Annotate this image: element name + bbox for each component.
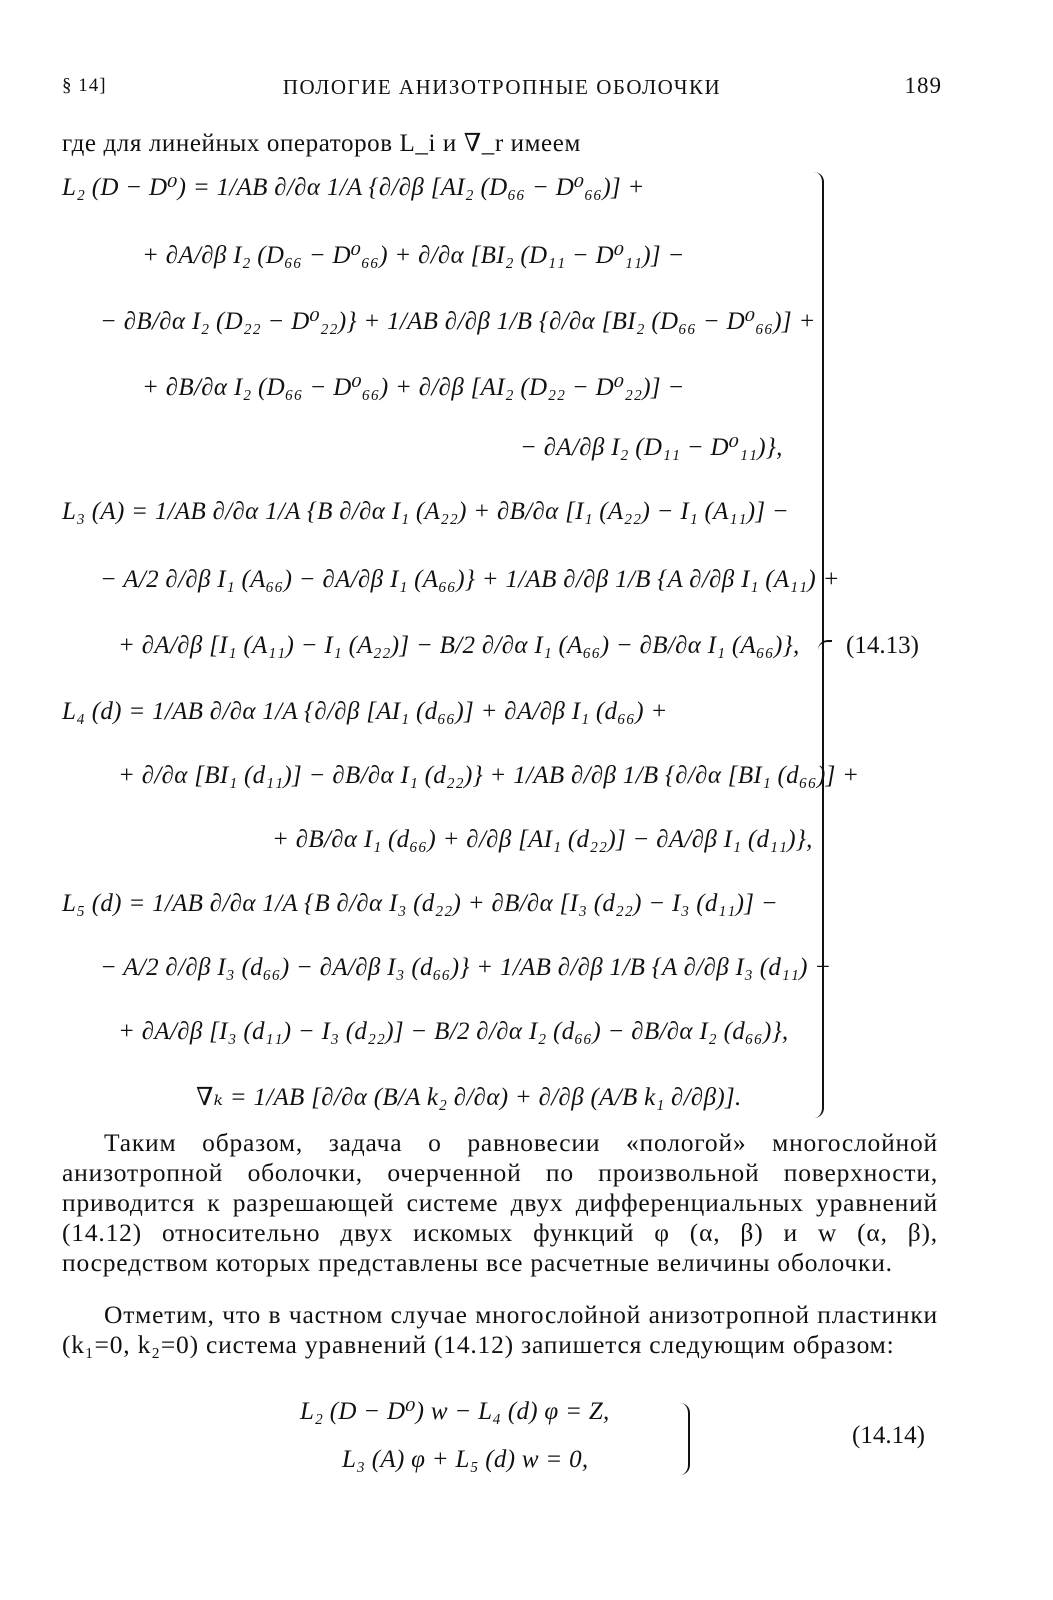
intro-line: где для линейных операторов L_i и ∇_r имеем — [62, 130, 581, 157]
page-number: 189 — [904, 73, 942, 98]
running-title: ПОЛОГИЕ АНИЗОТРОПНЫЕ ОБОЛОЧКИ — [282, 75, 722, 99]
paragraph — [62, 1128, 938, 1278]
equation-line: − ∂A/∂β I₂ (D₁₁ − D⁰₁₁)}, — [520, 434, 783, 461]
equation-line: + ∂A/∂β [I₃ (d₁₁) − I₃ (d₂₂)] − B/2 ∂/∂α I₂ (d₆₆) − ∂B/∂α I₂ (d₆₆)}, — [118, 1018, 789, 1045]
paragraph-text: Таким образом, задача о равновесии «пологой» многослойной анизотропной оболочки, очерченной по произвольной поверхности, приводится к разрешающей системе двух дифференциальных уравнений (14.12) относительно двух искомых функций φ (α, β) и w (α, β), посредством которых представлены все расчетные величины оболочки. — [62, 1128, 938, 1277]
equation-line: − A/2 ∂/∂β I₃ (d₆₆) − ∂A/∂β I₃ (d₆₆)} + 1/AB ∂/∂β 1/B {A ∂/∂β I₃ (d₁₁) + — [100, 954, 832, 981]
equation-line: ∇ₖ = 1/AB [∂/∂α (B/A k₂ ∂/∂α) + ∂/∂β (A/B k₁ ∂/∂β)]. — [196, 1084, 742, 1111]
equation-line: + ∂B/∂α I₁ (d₆₆) + ∂/∂β [AI₁ (d₂₂)] − ∂A/∂β I₁ (d₁₁)}, — [272, 826, 813, 853]
equation-line: + ∂/∂α [BI₁ (d₁₁)] − ∂B/∂α I₁ (d₂₂)} + 1/AB ∂/∂β 1/B {∂/∂α [BI₁ (d₆₆)] + — [118, 762, 860, 789]
system-brace — [676, 1403, 690, 1475]
equation-line: − ∂B/∂α I₂ (D₂₂ − D⁰₂₂)} + 1/AB ∂/∂β 1/B {∂/∂α [BI₂ (D₆₆ − D⁰₆₆)] + — [100, 308, 816, 335]
equation-line: + ∂A/∂β [I₁ (A₁₁) − I₁ (A₂₂)] − B/2 ∂/∂α I₁ (A₆₆) − ∂B/∂α I₁ (A₆₆)}, — [118, 632, 800, 659]
equation-number: (14.14) — [852, 1422, 925, 1449]
paragraph — [62, 1300, 938, 1360]
running-head — [62, 70, 942, 110]
equation-line: L₃ (A) = 1/AB ∂/∂α 1/A {B ∂/∂α I₁ (A₂₂) + ∂B/∂α [I₁ (A₂₂) − I₁ (A₁₁)] − — [62, 498, 790, 525]
equation-line: L₂ (D − D⁰) w − L₄ (d) φ = Z, — [300, 1398, 610, 1425]
equation-line: − A/2 ∂/∂β I₁ (A₆₆) − ∂A/∂β I₁ (A₆₆)} + 1/AB ∂/∂β 1/B {A ∂/∂β I₁ (A₁₁) + — [100, 566, 840, 593]
equation-line: L₄ (d) = 1/AB ∂/∂α 1/A {∂/∂β [AI₁ (d₆₆)] + ∂A/∂β I₁ (d₆₆) + — [62, 698, 668, 725]
equation-line: L₃ (A) φ + L₅ (d) w = 0, — [342, 1446, 589, 1473]
section-number: § 14] — [62, 75, 107, 96]
equation-line: L₂ (D − D⁰) = 1/AB ∂/∂α 1/A {∂/∂β [AI₂ (D₆₆ − D⁰₆₆)] + — [62, 174, 645, 201]
paragraph-text: Отметим, что в частном случае многослойной анизотропной пластинки (k₁=0, k₂=0) система уравнений (14.12) запишется следующим образом: — [62, 1300, 938, 1359]
equation-line: L₅ (d) = 1/AB ∂/∂α 1/A {B ∂/∂α I₃ (d₂₂) + ∂B/∂α [I₃ (d₂₂) − I₃ (d₁₁)] − — [62, 890, 779, 917]
system-brace-tip — [818, 640, 832, 658]
equation-number: (14.13) — [846, 632, 919, 659]
equation-line: + ∂A/∂β I₂ (D₆₆ − D⁰₆₆) + ∂/∂α [BI₂ (D₁₁ − D⁰₁₁)] − — [142, 242, 685, 269]
equation-line: + ∂B/∂α I₂ (D₆₆ − D⁰₆₆) + ∂/∂β [AI₂ (D₂₂ − D⁰₂₂)] − — [142, 374, 685, 401]
